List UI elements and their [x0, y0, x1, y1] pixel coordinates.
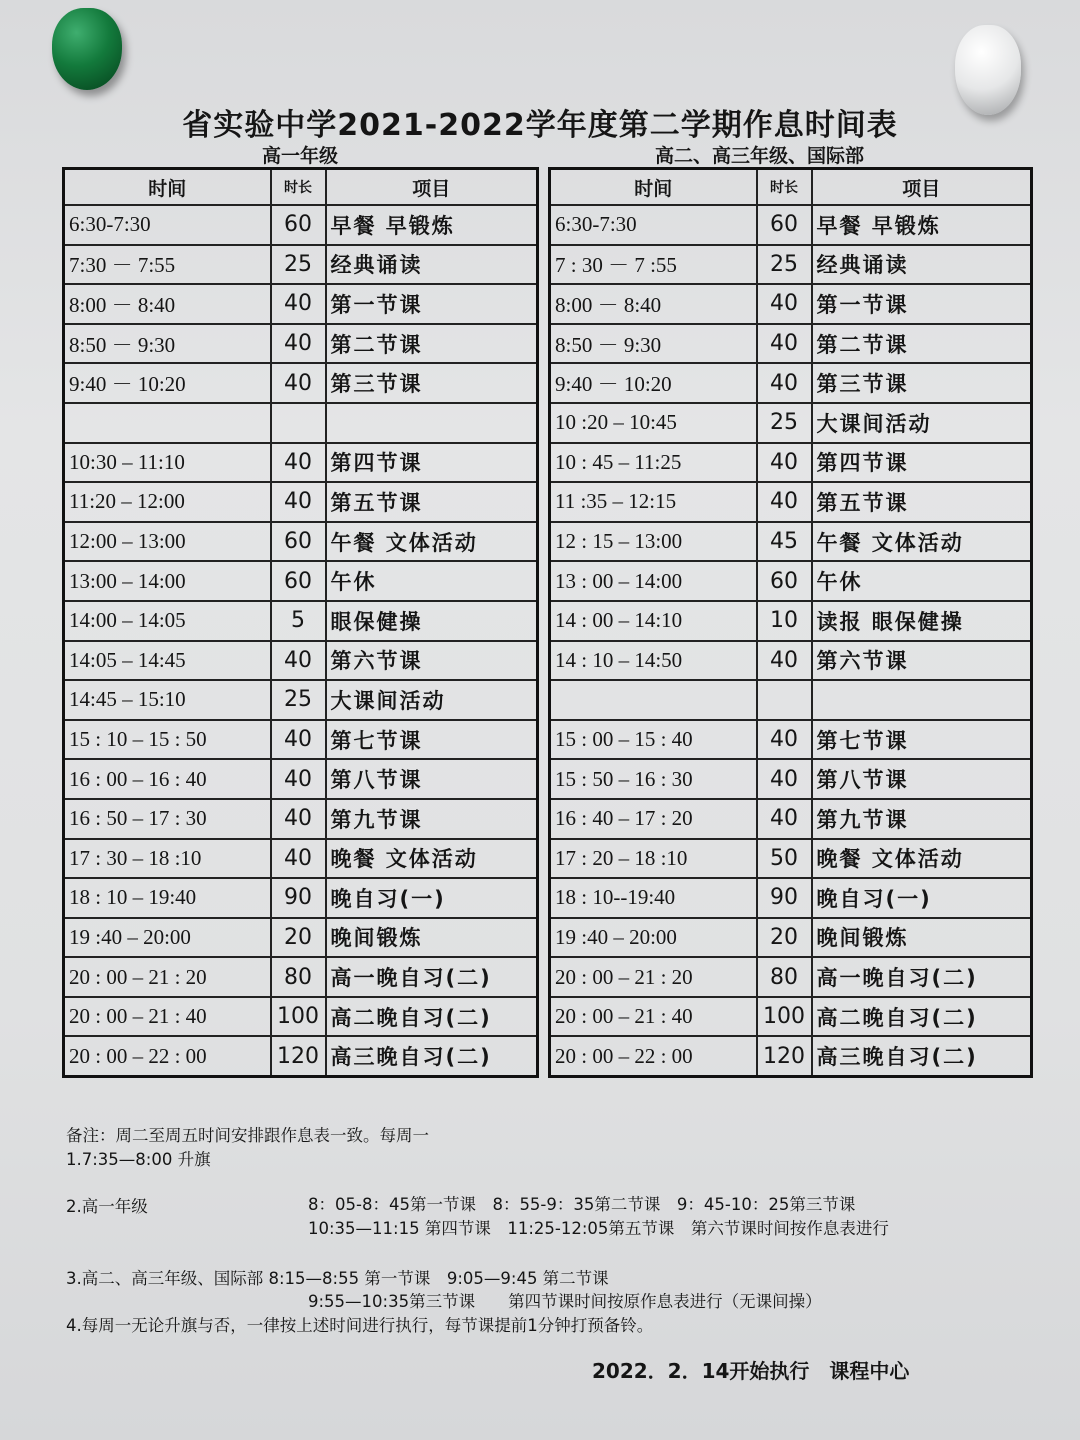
duration-cell: 60: [271, 522, 326, 562]
time-cell: 11:20 – 12:00: [64, 482, 271, 522]
item-cell: 第五节课: [812, 482, 1032, 522]
item-cell: 第六节课: [326, 641, 538, 681]
duration-cell: 40: [271, 363, 326, 403]
table-row: [550, 245, 1032, 285]
item-cell: 第一节课: [326, 284, 538, 324]
time-cell: 17 : 30 – 18 :10: [64, 839, 271, 879]
item-cell: 第三节课: [326, 363, 538, 403]
table-row: [64, 759, 538, 799]
item-cell: 晚间锻炼: [326, 918, 538, 958]
item-cell: 午休: [812, 561, 1032, 601]
table-row: [550, 997, 1032, 1037]
duration-cell: 40: [271, 839, 326, 879]
duration-cell: 25: [757, 403, 812, 443]
duration-cell: 25: [271, 680, 326, 720]
item-cell: 第八节课: [326, 759, 538, 799]
table-row: [64, 205, 538, 245]
duration-cell: 25: [757, 245, 812, 285]
time-cell: 10:30 – 11:10: [64, 443, 271, 483]
left-table-body: [64, 205, 538, 1077]
time-cell: 7:30 － 7:55: [64, 245, 271, 285]
time-cell: 20 : 00 – 21 : 20: [550, 957, 757, 997]
duration-cell: 40: [757, 720, 812, 760]
item-cell: 早餐 早锻炼: [326, 205, 538, 245]
table-row: [550, 324, 1032, 364]
item-cell: [812, 680, 1032, 720]
time-cell: 19 :40 – 20:00: [64, 918, 271, 958]
duration-cell: 40: [271, 641, 326, 681]
header-item: 项目: [326, 169, 538, 206]
table-row: [64, 601, 538, 641]
duration-cell: 40: [757, 363, 812, 403]
notes-intro: 备注：周二至周五时间安排跟作息表一致。每周一: [66, 1126, 429, 1145]
time-cell: 19 :40 – 20:00: [550, 918, 757, 958]
item-cell: 第二节课: [326, 324, 538, 364]
time-cell: 15 : 50 – 16 : 30: [550, 759, 757, 799]
time-cell: 6:30-7:30: [550, 205, 757, 245]
time-cell: 18 : 10--19:40: [550, 878, 757, 918]
table-row: [550, 443, 1032, 483]
page-title: 省实验中学2021-2022学年度第二学期作息时间表: [182, 108, 898, 143]
duration-cell: 80: [271, 957, 326, 997]
item-cell: 高二晚自习(二): [326, 997, 538, 1037]
time-cell: 16 : 00 – 16 : 40: [64, 759, 271, 799]
header-duration: 时长: [757, 169, 812, 206]
duration-cell: 40: [757, 443, 812, 483]
table-row: [64, 957, 538, 997]
item-cell: 高一晚自习(二): [326, 957, 538, 997]
duration-cell: 60: [757, 205, 812, 245]
table-row: [550, 799, 1032, 839]
table-row: [64, 799, 538, 839]
duration-cell: 60: [757, 561, 812, 601]
item-cell: 高三晚自习(二): [326, 1036, 538, 1076]
header-duration: 时长: [271, 169, 326, 206]
duration-cell: 40: [757, 759, 812, 799]
header-time: 时间: [64, 169, 271, 206]
table-row: [550, 957, 1032, 997]
time-cell: 14 : 00 – 14:10: [550, 601, 757, 641]
time-cell: 12 : 15 – 13:00: [550, 522, 757, 562]
header-time: 时间: [550, 169, 757, 206]
time-cell: 15 : 10 – 15 : 50: [64, 720, 271, 760]
item-cell: 第二节课: [812, 324, 1032, 364]
notes-item-1: 1.7:35—8:00 升旗: [66, 1150, 211, 1169]
green-pushpin-icon: [52, 8, 122, 90]
table-row: [550, 878, 1032, 918]
notes-item-2-line2: 10:35—11:15 第四节课 11:25-12:05第五节课 第六节课时间按作息表进行: [308, 1219, 889, 1238]
duration-cell: [271, 403, 326, 443]
item-cell: 第四节课: [326, 443, 538, 483]
right-schedule-table: [548, 167, 1033, 1078]
time-cell: 14:00 – 14:05: [64, 601, 271, 641]
time-cell: 14 : 10 – 14:50: [550, 641, 757, 681]
time-cell: 8:50 － 9:30: [550, 324, 757, 364]
left-schedule-table: [62, 167, 539, 1078]
table-row: [550, 601, 1032, 641]
item-cell: 早餐 早锻炼: [812, 205, 1032, 245]
duration-cell: 40: [271, 324, 326, 364]
table-row: [550, 363, 1032, 403]
time-cell: 9:40 － 10:20: [550, 363, 757, 403]
time-cell: 18 : 10 – 19:40: [64, 878, 271, 918]
table-row: [550, 284, 1032, 324]
duration-cell: 20: [757, 918, 812, 958]
duration-cell: 40: [271, 482, 326, 522]
table-row: [64, 641, 538, 681]
time-cell: [64, 403, 271, 443]
item-cell: 第六节课: [812, 641, 1032, 681]
item-cell: 第七节课: [812, 720, 1032, 760]
table-row: [64, 1036, 538, 1076]
item-cell: 经典诵读: [812, 245, 1032, 285]
time-cell: [550, 680, 757, 720]
duration-cell: 90: [271, 878, 326, 918]
notes-item-4: 4.每周一无论升旗与否，一律按上述时间进行执行，每节课提前1分钟打预备铃。: [66, 1316, 654, 1335]
duration-cell: 40: [757, 482, 812, 522]
item-cell: [326, 403, 538, 443]
duration-cell: 5: [271, 601, 326, 641]
duration-cell: 40: [757, 641, 812, 681]
duration-cell: 120: [271, 1036, 326, 1076]
table-row: [64, 561, 538, 601]
item-cell: 高一晚自习(二): [812, 957, 1032, 997]
duration-cell: 40: [757, 284, 812, 324]
duration-cell: 120: [757, 1036, 812, 1076]
footer-effective-date: 2022．2．14开始执行 课程中心: [592, 1359, 910, 1383]
item-cell: 第五节课: [326, 482, 538, 522]
time-cell: 20 : 00 – 21 : 20: [64, 957, 271, 997]
time-cell: 13 : 00 – 14:00: [550, 561, 757, 601]
table-row: [64, 403, 538, 443]
time-cell: 20 : 00 – 22 : 00: [550, 1036, 757, 1076]
table-row: [550, 680, 1032, 720]
table-row: [64, 997, 538, 1037]
time-cell: 16 : 50 – 17 : 30: [64, 799, 271, 839]
time-cell: 14:45 – 15:10: [64, 680, 271, 720]
duration-cell: 40: [757, 324, 812, 364]
time-cell: 7 : 30 － 7 :55: [550, 245, 757, 285]
time-cell: 14:05 – 14:45: [64, 641, 271, 681]
notes-item-2-label: 2.高一年级: [66, 1197, 148, 1216]
item-cell: 第九节课: [326, 799, 538, 839]
time-cell: 17 : 20 – 18 :10: [550, 839, 757, 879]
duration-cell: 60: [271, 205, 326, 245]
item-cell: 第四节课: [812, 443, 1032, 483]
item-cell: 第九节课: [812, 799, 1032, 839]
table-row: [550, 759, 1032, 799]
time-cell: 10 : 45 – 11:25: [550, 443, 757, 483]
time-cell: 12:00 – 13:00: [64, 522, 271, 562]
right-table-body: [550, 205, 1032, 1077]
notes-item-3-line2: 9:55—10:35第三节课 第四节课时间按原作息表进行（无课间操）: [308, 1292, 822, 1311]
table-row: [64, 245, 538, 285]
duration-cell: 100: [271, 997, 326, 1037]
item-cell: 晚自习(一): [812, 878, 1032, 918]
time-cell: 20 : 00 – 21 : 40: [64, 997, 271, 1037]
time-cell: 8:50 － 9:30: [64, 324, 271, 364]
item-cell: 第八节课: [812, 759, 1032, 799]
time-cell: 8:00 － 8:40: [64, 284, 271, 324]
right-grade-label: 高二、高三年级、国际部: [655, 145, 865, 167]
table-row: [550, 839, 1032, 879]
time-cell: 15 : 00 – 15 : 40: [550, 720, 757, 760]
duration-cell: 40: [271, 799, 326, 839]
duration-cell: 40: [271, 759, 326, 799]
table-row: [550, 205, 1032, 245]
time-cell: 6:30-7:30: [64, 205, 271, 245]
table-row: [550, 482, 1032, 522]
item-cell: 高二晚自习(二): [812, 997, 1032, 1037]
table-row: [64, 839, 538, 879]
table-row: [550, 918, 1032, 958]
item-cell: 读报 眼保健操: [812, 601, 1032, 641]
duration-cell: 45: [757, 522, 812, 562]
table-row: [550, 522, 1032, 562]
table-row: [64, 443, 538, 483]
item-cell: 晚间锻炼: [812, 918, 1032, 958]
notes-item-3-line1: 3.高二、高三年级、国际部 8:15—8:55 第一节课 9:05—9:45 第二节课: [66, 1269, 609, 1288]
table-row: [64, 482, 538, 522]
duration-cell: [757, 680, 812, 720]
item-cell: 晚餐 文体活动: [812, 839, 1032, 879]
table-row: [64, 878, 538, 918]
table-row: [550, 561, 1032, 601]
time-cell: 11 :35 – 12:15: [550, 482, 757, 522]
duration-cell: 100: [757, 997, 812, 1037]
duration-cell: 60: [271, 561, 326, 601]
table-row: [64, 284, 538, 324]
item-cell: 高三晚自习(二): [812, 1036, 1032, 1076]
left-grade-label: 高一年级: [262, 145, 339, 167]
item-cell: 眼保健操: [326, 601, 538, 641]
table-row: [64, 918, 538, 958]
item-cell: 大课间活动: [812, 403, 1032, 443]
item-cell: 午餐 文体活动: [326, 522, 538, 562]
time-cell: 13:00 – 14:00: [64, 561, 271, 601]
item-cell: 晚自习(一): [326, 878, 538, 918]
table-row: [64, 363, 538, 403]
item-cell: 第七节课: [326, 720, 538, 760]
time-cell: 20 : 00 – 22 : 00: [64, 1036, 271, 1076]
duration-cell: 80: [757, 957, 812, 997]
time-cell: 8:00 － 8:40: [550, 284, 757, 324]
duration-cell: 40: [271, 720, 326, 760]
time-cell: 9:40 － 10:20: [64, 363, 271, 403]
item-cell: 经典诵读: [326, 245, 538, 285]
notes-item-2-line1: 8：05-8：45第一节课 8：55-9：35第二节课 9：45-10：25第三节课: [308, 1195, 856, 1214]
table-row: [550, 720, 1032, 760]
table-row: [64, 522, 538, 562]
item-cell: 第三节课: [812, 363, 1032, 403]
table-row: [64, 324, 538, 364]
table-row: [550, 641, 1032, 681]
time-cell: 10 :20 – 10:45: [550, 403, 757, 443]
item-cell: 第一节课: [812, 284, 1032, 324]
duration-cell: 40: [271, 284, 326, 324]
table-row: [64, 680, 538, 720]
table-row: [550, 1036, 1032, 1076]
duration-cell: 20: [271, 918, 326, 958]
item-cell: 午休: [326, 561, 538, 601]
time-cell: 16 : 40 – 17 : 20: [550, 799, 757, 839]
header-item: 项目: [812, 169, 1032, 206]
table-row: [64, 720, 538, 760]
item-cell: 午餐 文体活动: [812, 522, 1032, 562]
item-cell: 大课间活动: [326, 680, 538, 720]
duration-cell: 10: [757, 601, 812, 641]
duration-cell: 90: [757, 878, 812, 918]
item-cell: 晚餐 文体活动: [326, 839, 538, 879]
duration-cell: 40: [757, 799, 812, 839]
duration-cell: 50: [757, 839, 812, 879]
duration-cell: 40: [271, 443, 326, 483]
duration-cell: 25: [271, 245, 326, 285]
time-cell: 20 : 00 – 21 : 40: [550, 997, 757, 1037]
table-row: [550, 403, 1032, 443]
